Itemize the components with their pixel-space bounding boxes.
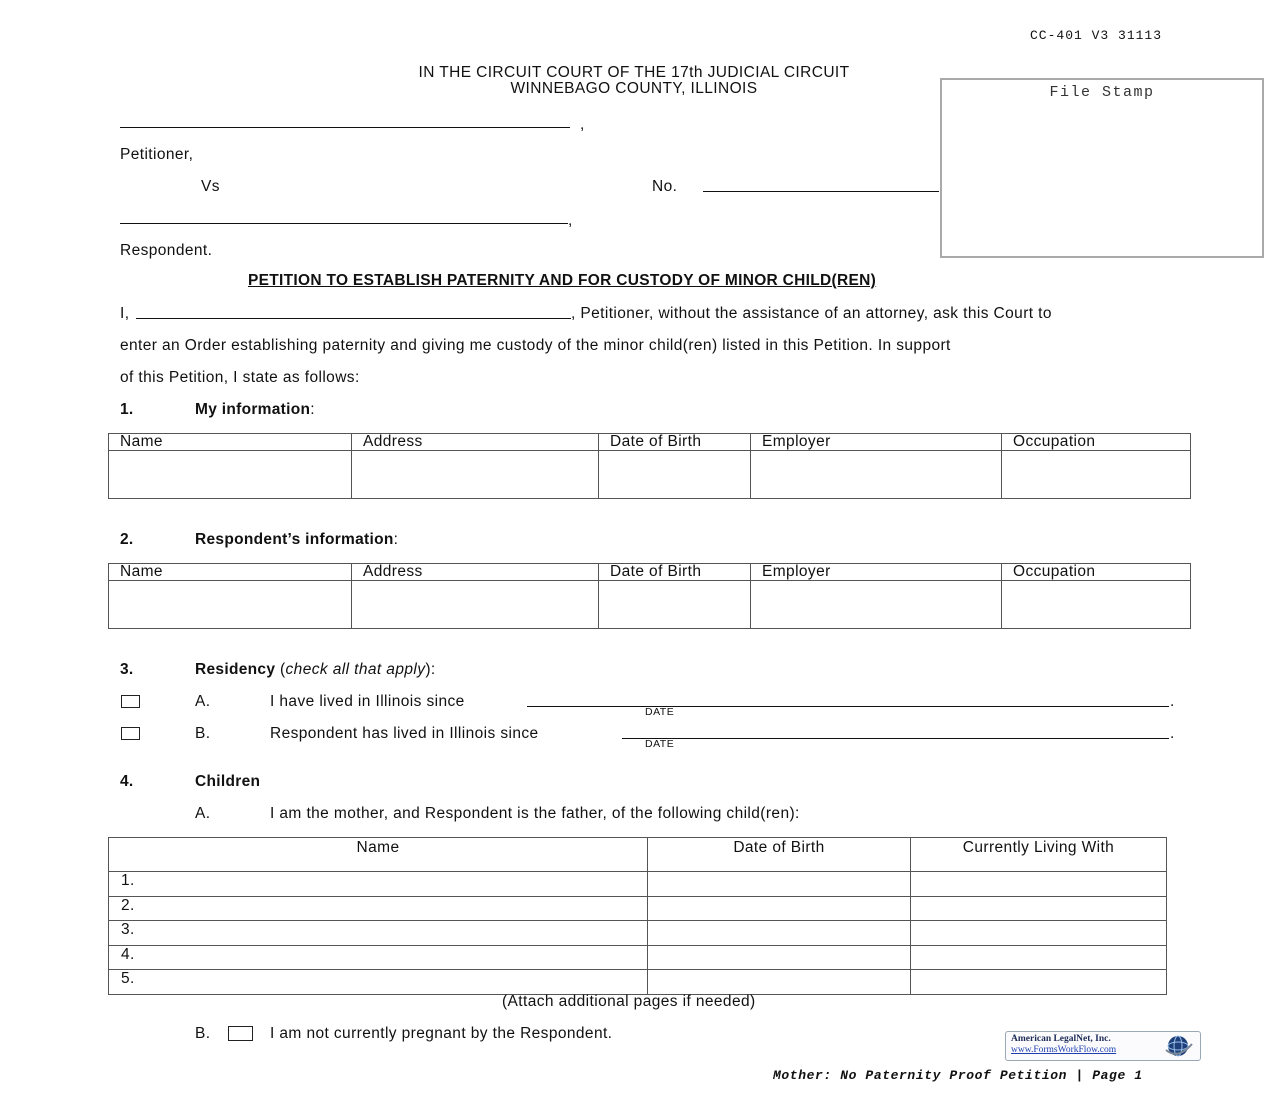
resp-occupation-cell[interactable] — [1002, 581, 1191, 629]
file-stamp-box — [940, 78, 1264, 258]
child-dob-cell[interactable] — [648, 896, 911, 921]
child-row — [109, 970, 1167, 995]
child-living-with-cell[interactable] — [911, 921, 1167, 946]
intro-line1: , Petitioner, without the assistance of an attorney, ask this Court to — [571, 305, 1052, 322]
respondent-info-table — [108, 563, 1191, 629]
residency-b-period: . — [1170, 725, 1175, 742]
col-occupation: Occupation — [1002, 434, 1191, 451]
col-employer: Employer — [751, 434, 1002, 451]
intro-line2: enter an Order establishing paternity and giving me custody of the minor child(ren) listed in this Petition. In support — [120, 337, 951, 354]
my-address-cell[interactable] — [352, 451, 599, 499]
child-dob-cell[interactable] — [648, 872, 911, 897]
residency-a-checkbox[interactable] — [121, 695, 140, 708]
col-name: Name — [109, 564, 352, 581]
residency-a-date-line[interactable] — [527, 706, 1169, 707]
logo-url[interactable]: www.FormsWorkFlow.com — [1011, 1045, 1117, 1055]
col-dob: Date of Birth — [599, 434, 751, 451]
attach-note: (Attach additional pages if needed) — [502, 993, 756, 1010]
resp-dob-cell[interactable] — [599, 581, 751, 629]
child-row — [109, 921, 1167, 946]
children-b-letter: B. — [195, 1025, 211, 1042]
my-dob-cell[interactable] — [599, 451, 751, 499]
col-child-name: Name — [109, 838, 648, 872]
footer-text: Mother: No Paternity Proof Petition | Page 1 — [773, 1068, 1143, 1083]
resp-employer-cell[interactable] — [751, 581, 1002, 629]
petitioner-comma: , — [580, 116, 585, 133]
case-number-line[interactable] — [703, 191, 939, 192]
col-employer: Employer — [751, 564, 1002, 581]
residency-a-letter: A. — [195, 693, 211, 710]
children-b-text: I am not currently pregnant by the Respondent. — [270, 1025, 613, 1042]
section4-heading: Children — [195, 773, 261, 790]
resp-name-cell[interactable] — [109, 581, 352, 629]
col-child-dob: Date of Birth — [648, 838, 911, 872]
col-name: Name — [109, 434, 352, 451]
col-living-with: Currently Living With — [911, 838, 1167, 872]
residency-b-date-line[interactable] — [622, 738, 1169, 739]
intro-line3: of this Petition, I state as follows: — [120, 369, 360, 386]
child-living-with-cell[interactable] — [911, 945, 1167, 970]
intro-i: I, — [120, 305, 130, 322]
court-county: WINNEBAGO COUNTY, ILLINOIS — [510, 80, 758, 97]
petitioner-label: Petitioner, — [120, 146, 194, 163]
petitioner-name-line[interactable] — [120, 127, 570, 128]
residency-a-date-label: DATE — [645, 706, 675, 718]
section3-heading: Residency (check all that apply): — [195, 661, 436, 678]
residency-b-letter: B. — [195, 725, 211, 742]
my-employer-cell[interactable] — [751, 451, 1002, 499]
section2-number: 2. — [120, 531, 134, 548]
form-code: CC-401 V3 31113 — [1030, 28, 1163, 43]
section2-heading: Respondent’s information: — [195, 531, 398, 548]
file-stamp-label: File Stamp — [1049, 84, 1155, 101]
children-a-letter: A. — [195, 805, 211, 822]
child-row — [109, 896, 1167, 921]
residency-b-text: Respondent has lived in Illinois since — [270, 725, 539, 742]
petition-title: PETITION TO ESTABLISH PATERNITY AND FOR CUSTODY OF MINOR CHILD(REN) — [248, 272, 877, 289]
american-legalnet-logo[interactable] — [1005, 1031, 1201, 1061]
child-row-number[interactable]: 1. — [109, 872, 648, 897]
child-row-number[interactable]: 2. — [109, 896, 648, 921]
court-name: IN THE CIRCUIT COURT OF THE 17th JUDICIAL CIRCUIT — [418, 64, 850, 81]
col-address: Address — [352, 564, 599, 581]
child-living-with-cell[interactable] — [911, 896, 1167, 921]
col-address: Address — [352, 434, 599, 451]
vs-label: Vs — [201, 178, 220, 195]
my-name-cell[interactable] — [109, 451, 352, 499]
residency-a-period: . — [1170, 693, 1175, 710]
section1-heading: My information: — [195, 401, 315, 418]
child-row — [109, 872, 1167, 897]
section3-number: 3. — [120, 661, 134, 678]
logo-company-name: American LegalNet, Inc. — [1011, 1034, 1111, 1044]
col-dob: Date of Birth — [599, 564, 751, 581]
child-row-number[interactable]: 3. — [109, 921, 648, 946]
child-living-with-cell[interactable] — [911, 872, 1167, 897]
col-occupation: Occupation — [1002, 564, 1191, 581]
my-occupation-cell[interactable] — [1002, 451, 1191, 499]
court-heading — [300, 65, 968, 97]
residency-b-checkbox[interactable] — [121, 727, 140, 740]
child-row-number[interactable]: 4. — [109, 945, 648, 970]
section1-number: 1. — [120, 401, 134, 418]
globe-icon — [1160, 1034, 1196, 1058]
case-no-label: No. — [652, 178, 678, 195]
not-pregnant-checkbox[interactable] — [228, 1026, 253, 1041]
child-dob-cell[interactable] — [648, 921, 911, 946]
my-info-table — [108, 433, 1191, 499]
resp-address-cell[interactable] — [352, 581, 599, 629]
child-dob-cell[interactable] — [648, 945, 911, 970]
child-row — [109, 945, 1167, 970]
petitioner-intro-line[interactable] — [136, 318, 571, 319]
child-row-number[interactable]: 5. — [109, 970, 648, 995]
child-dob-cell[interactable] — [648, 970, 911, 995]
respondent-name-line[interactable] — [120, 223, 568, 224]
children-table — [108, 837, 1167, 995]
respondent-label: Respondent. — [120, 242, 213, 259]
residency-b-date-label: DATE — [645, 738, 675, 750]
respondent-comma: , — [568, 212, 573, 229]
section4-number: 4. — [120, 773, 134, 790]
children-a-text: I am the mother, and Respondent is the father, of the following child(ren): — [270, 805, 800, 822]
child-living-with-cell[interactable] — [911, 970, 1167, 995]
residency-a-text: I have lived in Illinois since — [270, 693, 465, 710]
